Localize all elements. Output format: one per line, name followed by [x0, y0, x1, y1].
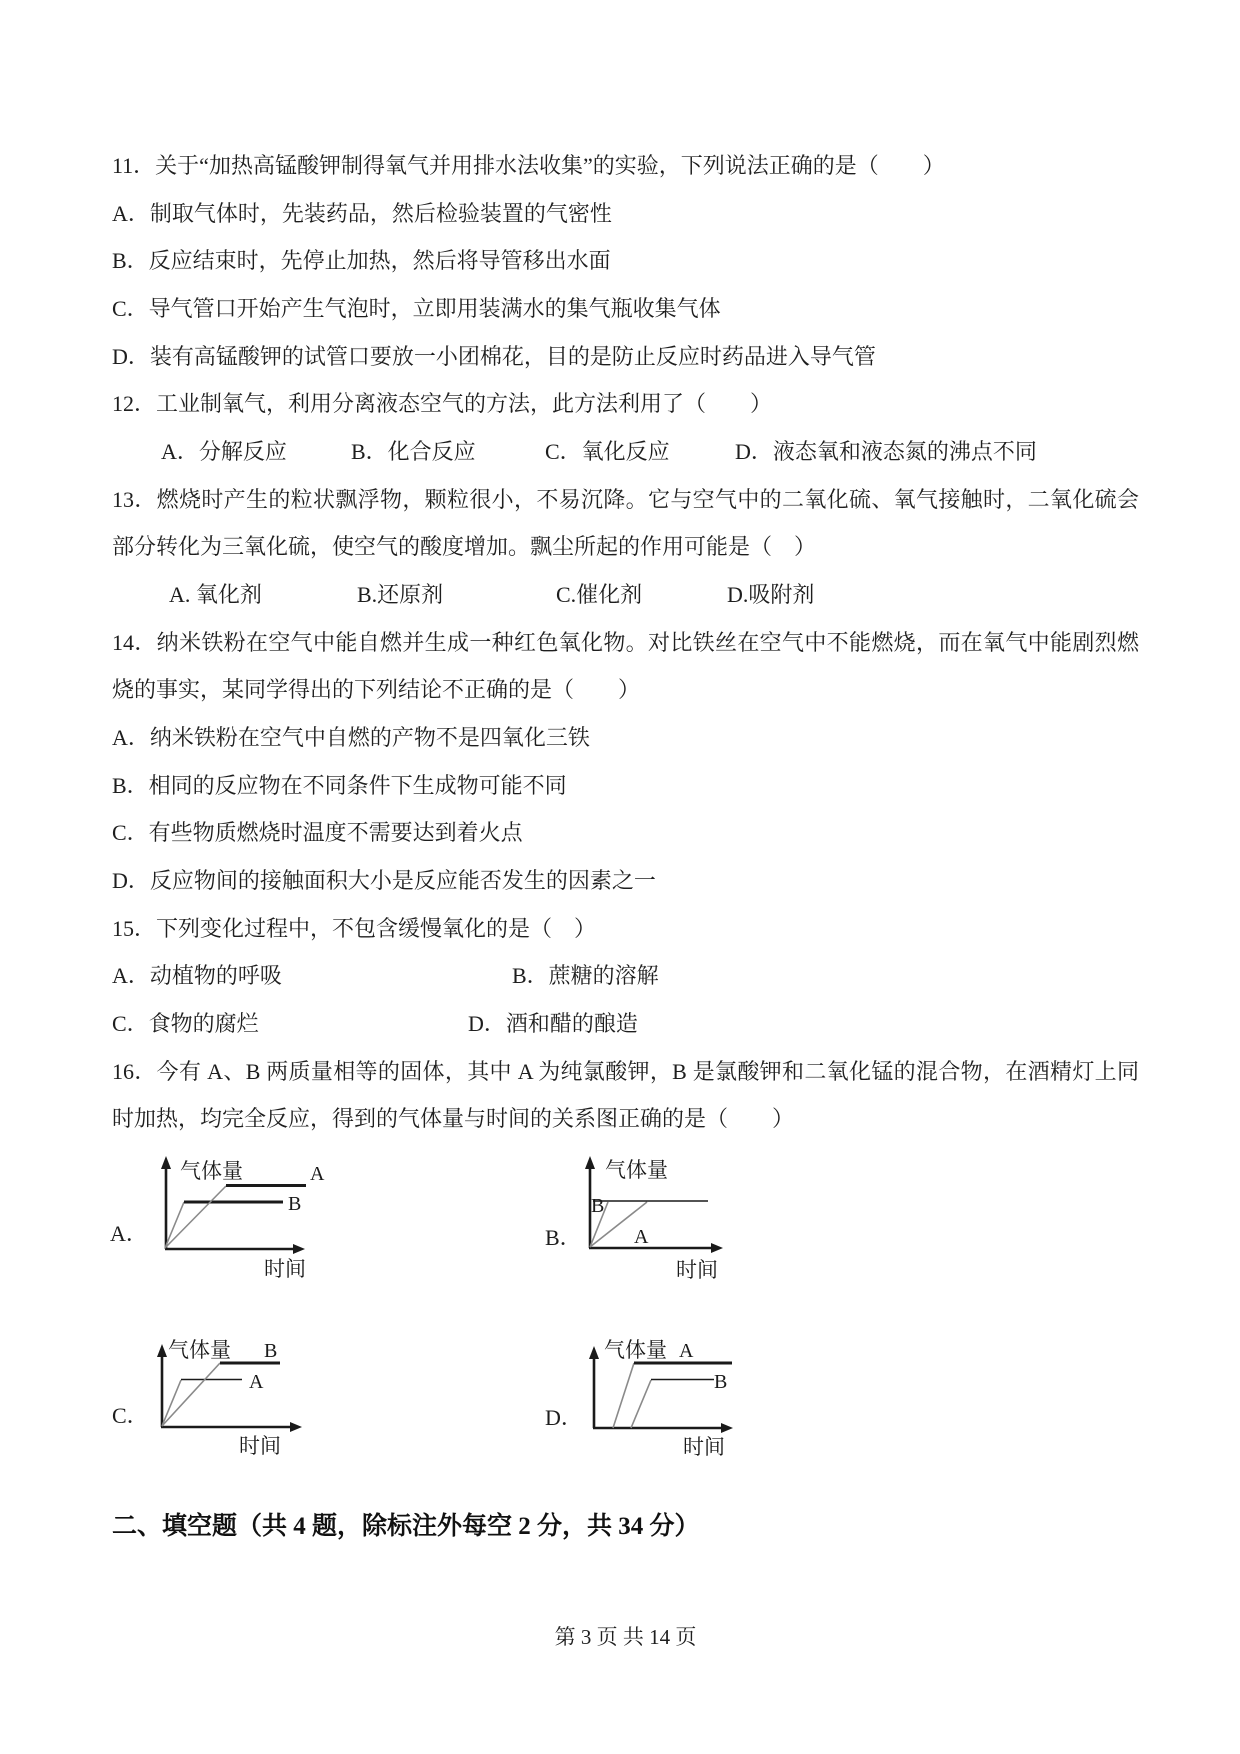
q14-option-a: A．纳米铁粉在空气中自燃的产物不是四氧化三铁: [112, 725, 590, 750]
q15-stem: 15．下列变化过程中，不包含缓慢氧化的是（ ）: [112, 916, 597, 941]
gas-time-graph-d: [535, 1330, 765, 1485]
option-item: A．分解反应: [161, 439, 287, 464]
option-item: A．动植物的呼吸: [112, 963, 282, 988]
option-item: A. 氧化剂: [169, 582, 262, 607]
option-item: C．氧化反应: [545, 439, 670, 464]
option-item: B.还原剂: [357, 582, 444, 607]
q13-options-row: [112, 571, 1139, 619]
curve-label: A: [249, 1371, 264, 1393]
curve-label: A: [634, 1226, 649, 1248]
q15-options-row-ab: [112, 952, 1139, 1000]
y-axis-label: 气体量: [605, 1158, 668, 1182]
curve-label: A: [679, 1340, 694, 1362]
option-item: C．食物的腐烂: [112, 1011, 259, 1036]
q12-options-row: [112, 428, 1139, 476]
q14-option-b: B．相同的反应物在不同条件下生成物可能不同: [112, 773, 567, 798]
option-item: D．酒和醋的酿造: [468, 1011, 638, 1036]
option-item: B．化合反应: [351, 439, 476, 464]
y-axis-label: 气体量: [168, 1338, 231, 1362]
q16-stem-line1: 16．今有 A、B 两质量相等的固体，其中 A 为纯氯酸钾，B 是氯酸钾和二氧化锰的混合物，在酒精灯上同: [112, 1059, 1139, 1084]
q11-option-a: A．制取气体时，先装药品，然后检验装置的气密性: [112, 201, 612, 226]
y-axis-label: 气体量: [604, 1338, 667, 1362]
x-axis-label: 时间: [264, 1257, 306, 1281]
q12-stem: 12．工业制氧气，利用分离液态空气的方法，此方法利用了（ ）: [112, 391, 773, 416]
x-axis-label: 时间: [676, 1258, 718, 1282]
gas-time-graph-a: [100, 1140, 330, 1295]
q16-stem-line2: 时加热，均完全反应，得到的气体量与时间的关系图正确的是（ ）: [112, 1106, 795, 1131]
option-item: B．蔗糖的溶解: [512, 963, 659, 988]
q11-stem: 11．关于“加热高锰酸钾制得氧气并用排水法收集”的实验，下列说法正确的是（ ）: [112, 153, 945, 178]
curve-label: A: [310, 1163, 325, 1185]
option-item: D．液态氧和液态氮的沸点不同: [735, 439, 1037, 464]
option-item: D.吸附剂: [727, 582, 815, 607]
x-axis-label: 时间: [683, 1435, 725, 1459]
graph-option-letter-b: B．: [545, 1225, 582, 1250]
graph-option-letter-c: C．: [112, 1403, 149, 1428]
q14-option-d: D．反应物间的接触面积大小是反应能否发生的因素之一: [112, 868, 656, 893]
q15-options-row-cd: [112, 1000, 1139, 1048]
q11-option-c: C．导气管口开始产生气泡时，立即用装满水的集气瓶收集气体: [112, 296, 721, 321]
q11-option-b: B．反应结束时，先停止加热，然后将导管移出水面: [112, 248, 611, 273]
q13-stem-line1: 13．燃烧时产生的粒状飘浮物，颗粒很小，不易沉降。它与空气中的二氧化硫、氧气接触时，二氧化硫会: [112, 487, 1139, 512]
curve-label: B: [264, 1340, 278, 1362]
curve-label: B: [288, 1193, 302, 1215]
graph-option-letter-d: D．: [545, 1405, 583, 1430]
gas-time-graph-c: [100, 1330, 330, 1485]
curve-label: B: [591, 1195, 605, 1217]
option-item: C.催化剂: [556, 582, 643, 607]
q13-stem-line2: 部分转化为三氧化硫，使空气的酸度增加。飘尘所起的作用可能是（ ）: [112, 534, 817, 559]
curve-label: B: [714, 1371, 728, 1393]
section2-heading: 二、填空题（共 4 题，除标注外每空 2 分，共 34 分）: [112, 1513, 700, 1540]
graph-option-letter-a: A．: [110, 1221, 148, 1246]
q11-option-d: D．装有高锰酸钾的试管口要放一小团棉花，目的是防止反应时药品进入导气管: [112, 344, 876, 369]
x-axis-label: 时间: [239, 1434, 281, 1458]
q14-option-c: C．有些物质燃烧时温度不需要达到着火点: [112, 820, 523, 845]
gas-time-graph-b: [535, 1140, 765, 1295]
y-axis-label: 气体量: [180, 1159, 243, 1183]
q14-stem-line2: 烧的事实，某同学得出的下列结论不正确的是（ ）: [112, 677, 641, 702]
page-footer: 第 3 页 共 14 页: [554, 1625, 697, 1649]
q14-stem-line1: 14．纳米铁粉在空气中能自燃并生成一种红色氧化物。对比铁丝在空气中不能燃烧，而在氧气中能剧烈燃: [112, 630, 1139, 655]
